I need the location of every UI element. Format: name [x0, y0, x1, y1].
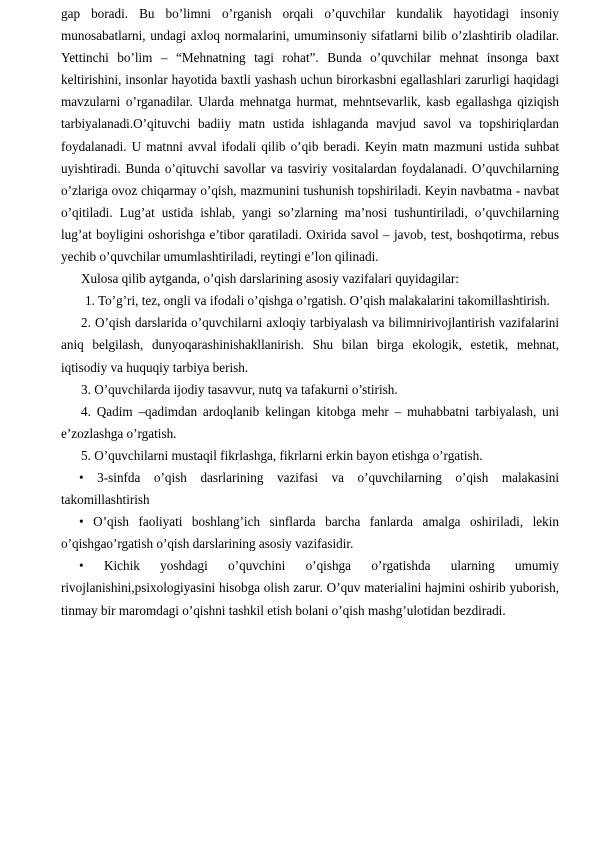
paragraph-bullet-1: • 3-sinfda o’qish dasrlarining vazifasi va o’quvchilarning o’qish malakasini takomillashtirish	[61, 469, 559, 508]
paragraph-intro: gap boradi. Bu bo’limni o’rganish orqali o’quvchilar kundalik hayotidagi insoniy munosabatlarni, undagi axloq normalarini, umuminsoniy sifatlarni bilib o’zlashtirib oladilar. Yettinchi bo’lim – “Mehnatning tagi rohat”. Bunda o’quvchilar mehnat insonga baxt keltirishini, insonlar hayotida baxtli yashash uchun birorkasbni egallashlari zarurligi haqidagi mavzularni o’rganadilar. Ularda mehnatga hurmat, mehntsevarlik, kasb egallashga qiziqish tarbiyalanadi.O’qituvchi badiiy matn ustida ishlaganda mavjud savol va topshiriqlardan foydalanadi. U matnni avval ifodali qilib o’qib beradi. Keyin matn mazmuni ustida suhbat uyishtiradi. Bunda o’qituvchi savollar va tasviriy vositalardan foydalanadi. O’quvchilarning o’zlariga ovoz chiqarmay o’qish, mazmunini tushunish topshiriladi. Keyin navbatma - navbat o’qitiladi. Lug’at ustida ishlab, yangi so’zlarning ma’nosi tushuntiriladi, o’quvchilarning lug’at boyligini oshorishga e’tibor qaratiladi. Oxirida savol – javob, test, boshqotirma, rebus yechib o’quvchilar umumlashtiriladi, reytingi e’lon qilinadi.	[61, 6, 559, 265]
paragraph-task-1: 1. To’g’ri, tez, ongli va ifodali o’qishga o’rgatish. O’qish malakalarini takomillashtirish.	[85, 293, 550, 309]
paragraph-bullet-3: • Kichik yoshdagi o’quvchini o’qishga o’rgatishda ularning umumiy rivojlanishini,psixologiyasini hisobga olish zarur. O’quv materialini hajmini oshirib yuborish, tinmay bir maromdagi o’qishni tashkil etish bolani o’qish mashg’ulotidan bezdiradi.	[61, 558, 559, 618]
paragraph-bullet-2: • O’qish faoliyati boshlang’ich sinflarda barcha fanlarda amalga oshiriladi, lekin o’qishgao’rgatish o’qish darslarining asosiy vazifasidir.	[61, 514, 559, 552]
paragraph-task-4: 4. Qadim –qadimdan ardoqlanib kelingan kitobga mehr – muhabbatni tarbiyalash, uni e’zozlashga o’rgatish.	[61, 403, 559, 441]
document-text-body	[61, 3, 559, 622]
paragraph-summary: Xulosa qilib aytganda, o’qish darslarining asosiy vazifalari quyidagilar:	[81, 271, 459, 287]
paragraph-task-2: 2. O’qish darslarida o’quvchilarni axloqiy tarbiyalash va bilimnirivojlantirish vazifalarini aniq belgilash, dunyoqarashinishakllanirish. Shu bilan birga ekologik, estetik, mehnat, iqtisodiy va huquqiy tarbiya berish.	[61, 315, 559, 375]
paragraph-task-5: 5. O’quvchilarni mustaqil fikrlashga, fikrlarni erkin bayon etishga o’rgatish.	[81, 447, 483, 463]
paragraph-task-3: 3. O’quvchilarda ijodiy tasavvur, nutq va tafakurni o’stirish.	[81, 381, 398, 397]
